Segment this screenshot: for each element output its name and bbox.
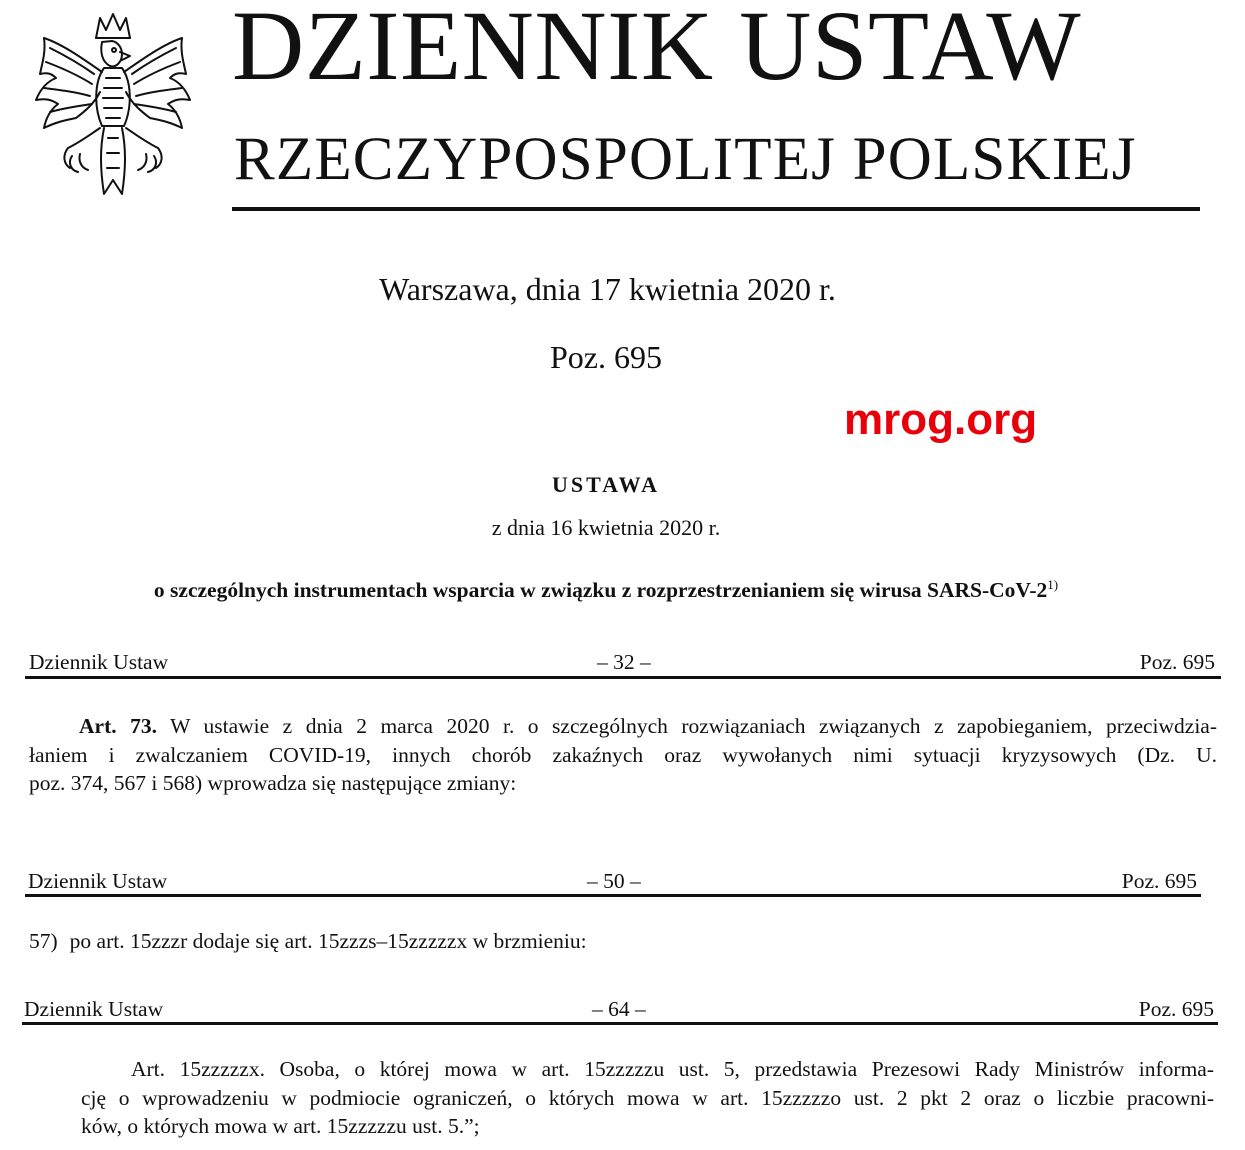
header-position: Poz. 695 [1139, 650, 1215, 674]
paragraph-line: poz. 374, 567 i 568) wprowadza się następujące zmiany: [29, 771, 517, 796]
header-page-number: – 50 – [587, 869, 641, 893]
article-73-paragraph [29, 712, 1217, 798]
header-position: Poz. 695 [1138, 997, 1214, 1021]
header-page-number: – 32 – [597, 650, 651, 674]
article-15zzzzzx-paragraph [81, 1055, 1214, 1141]
gazette-subtitle: RZECZYPOSPOLITEJ POLSKIEJ [234, 126, 1137, 193]
paragraph-line: łaniem i zwalczaniem COVID-19, innych chorób zakaźnych oraz wywołanych nimi sytuacji kryzysowych (Dz. U. [29, 742, 1217, 767]
gazette-title: DZIENNIK USTAW [232, 0, 1082, 101]
page-header-50 [25, 867, 1201, 897]
header-journal-name: Dziennik Ustaw [28, 869, 168, 893]
point-text: po art. 15zzzr dodaje się art. 15zzzs–15zzzzzx w brzmieniu: [69, 929, 587, 953]
point-line [29, 929, 587, 953]
page-header-32 [25, 648, 1221, 679]
header-rule [25, 894, 1201, 897]
polish-eagle-emblem-icon [22, 8, 204, 204]
page-header-64 [22, 995, 1218, 1025]
header-position: Poz. 695 [1121, 869, 1197, 893]
point-number: 57) [29, 929, 58, 953]
act-type: USTAWA [551, 472, 661, 497]
paragraph-line: Art. 73. W ustawie z dnia 2 marca 2020 r. o szczególnych rozwiązaniach związanych z zapobieganiem, przeciwdzia- [79, 714, 1218, 738]
header-journal-name: Dziennik Ustaw [24, 997, 164, 1021]
paragraph-line: ków, o których mowa w art. 15zzzzzu ust. 5.”; [81, 1114, 480, 1139]
point-57-paragraph [29, 927, 1217, 956]
act-title-text: o szczególnych instrumentach wsparcia w związku z rozprzestrzenianiem się wirusa SARS-CoV-2 [153, 578, 1048, 603]
footnote-marker: 1) [1047, 577, 1059, 592]
act-date: z dnia 16 kwietnia 2020 r. [491, 515, 721, 540]
act-title [0, 570, 1212, 605]
header-rule [22, 1022, 1218, 1025]
article-label: Art. 73. [79, 714, 157, 738]
paragraph-line: cję o wprowadzeniu w podmiocie ograniczeń, o których mowa w art. 15zzzzzo ust. 2 pkt 2 oraz o liczbie pracowni- [81, 1085, 1214, 1110]
issue-date: Warszawa, dnia 17 kwietnia 2020 r. [379, 271, 836, 307]
issue-position: Poz. 695 [550, 339, 662, 375]
header-journal-name: Dziennik Ustaw [29, 650, 169, 674]
header-rule [25, 676, 1221, 679]
paragraph-line: Art. 15zzzzzx. Osoba, o której mowa w art. 15zzzzzu ust. 5, przedstawia Prezesowi Rady Ministrów informa- [131, 1057, 1214, 1081]
header-page-number: – 64 – [592, 997, 646, 1021]
masthead-rule [232, 207, 1200, 211]
watermark-text: mrog.org [844, 395, 1038, 444]
